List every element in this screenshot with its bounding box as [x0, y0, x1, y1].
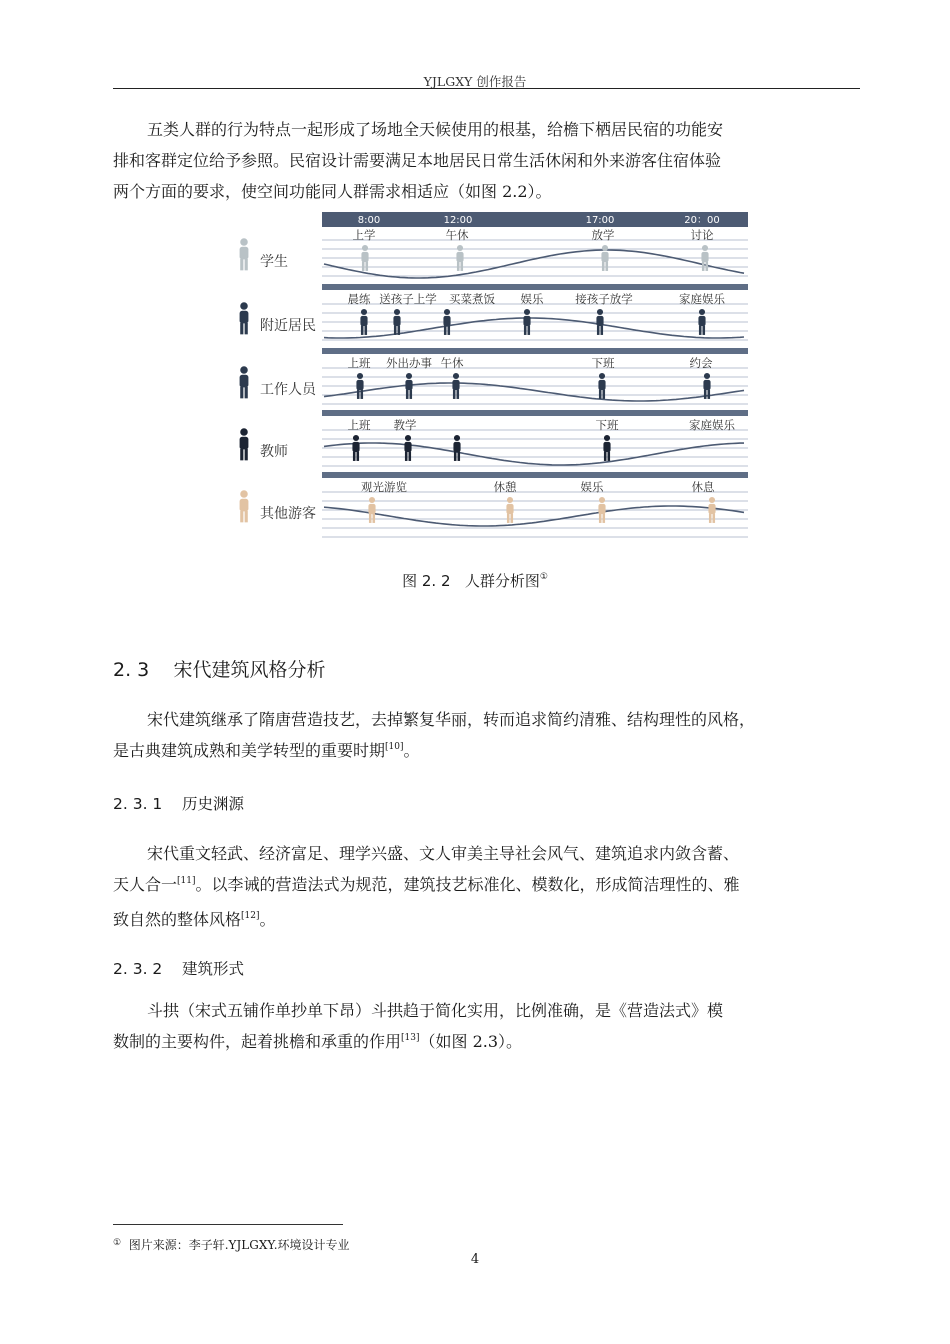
activity-label: 晨练: [347, 292, 371, 306]
row-divider-bar: [322, 410, 748, 416]
page-number: 4: [470, 1252, 480, 1267]
section-2-3-2-line: 斗拱（宋式五铺作单抄单下昂）斗拱趋于简化实用，比例准确，是《营造法式》模: [147, 1001, 724, 1020]
activity-label: 讨论: [690, 228, 714, 242]
activity-label: 娱乐: [580, 480, 604, 494]
activity-label: 娱乐: [520, 292, 544, 306]
crowd-label: 附近居民: [260, 318, 316, 334]
activity-wave: [324, 318, 744, 338]
section-2-3-2-line: 数制的主要构件，起着挑檐和承重的作用: [113, 1032, 402, 1051]
person-silhouette: [240, 428, 249, 460]
section-title: 历史渊源: [182, 795, 245, 813]
row-divider-bar: [322, 348, 748, 354]
crowd-analysis-figure: [232, 210, 752, 550]
activity-label: 放学: [591, 228, 615, 242]
section-2-3-1-paragraph: [113, 838, 860, 939]
section-2-3-1-line: 。: [259, 910, 276, 929]
intro-line: 两个方面的要求，使空间功能同人群需求相适应（如图 2.2）。: [113, 182, 552, 201]
time-label: 17:00: [585, 215, 615, 226]
activity-label: 接孩子放学: [575, 292, 633, 306]
time-label: 20：00: [684, 215, 720, 226]
crowd-label: 工作人员: [260, 382, 316, 398]
time-label: 8:00: [357, 215, 381, 226]
crowd-label: 教师: [260, 444, 288, 460]
section-number: 2. 3. 2: [113, 960, 163, 978]
section-2-3-line: 宋代建筑继承了隋唐营造技艺，去掉繁复华丽，转而追求简约清雅、结构理性的风格，: [147, 710, 756, 729]
section-2-3-2-line: （如图 2.3）。: [419, 1032, 523, 1051]
person-silhouette: [240, 238, 249, 270]
intro-paragraph: [113, 114, 860, 207]
section-2-3-1-line: 致自然的整体风格: [113, 910, 242, 929]
citation-ref: [10]: [385, 742, 404, 752]
section-2-3-paragraph: [113, 704, 860, 770]
caption-footnote-mark: ①: [539, 572, 548, 582]
section-2-3-1-line: 宋代重文轻武、经济富足、理学兴盛、文人审美主导社会风气、建筑追求内敛含蓄、: [147, 844, 740, 863]
section-2-3-2-heading: [113, 957, 244, 979]
crowd-rows: [240, 228, 748, 537]
section-2-3-1-heading: [113, 792, 244, 814]
crowd-label: 学生: [260, 254, 288, 270]
section-number: 2. 3: [113, 659, 150, 681]
activity-wave: [324, 506, 744, 526]
person-silhouette: [240, 366, 249, 398]
activity-label: 教学: [393, 418, 417, 432]
activity-label: 上班: [347, 418, 371, 432]
activity-label: 家庭娱乐: [689, 418, 735, 432]
row-divider-bar: [322, 472, 748, 478]
citation-ref: [13]: [401, 1033, 420, 1043]
section-2-3-1-line: 。以李诫的营造法式为规范，建筑技艺标准化、模数化，形成简洁理性的、雅: [195, 875, 740, 894]
activity-label: 下班: [591, 356, 615, 370]
intro-line: 五类人群的行为特点一起形成了场地全天候使用的根基，给檐下栖居民宿的功能安: [147, 120, 724, 139]
section-2-3-2-paragraph: [113, 995, 860, 1061]
header-rule: [113, 88, 860, 89]
activity-label: 家庭娱乐: [679, 292, 725, 306]
activity-label: 约会: [689, 356, 713, 370]
activity-label: 休憩: [493, 480, 517, 494]
activity-label: 送孩子上学: [379, 292, 437, 306]
caption-number: 图 2. 2: [402, 572, 451, 590]
footnote: [113, 1236, 350, 1253]
activity-wave: [324, 443, 744, 465]
intro-line: 排和客群定位给予参照。民宿设计需要满足本地居民日常生活休闲和外来游客住宿体验: [113, 151, 722, 170]
sentence-end: 。: [403, 741, 420, 760]
activity-label: 上班: [347, 356, 371, 370]
activity-label: 观光游览: [361, 480, 407, 494]
activity-label: 下班: [595, 418, 619, 432]
section-title: 宋代建筑风格分析: [173, 659, 326, 681]
row-divider-bar: [322, 284, 748, 290]
footnote-rule: [113, 1224, 343, 1225]
section-2-3-1-line: 天人合一: [113, 875, 178, 894]
section-title: 建筑形式: [182, 960, 245, 978]
footnote-text: 图片来源：李子轩.YJLGXY.环境设计专业: [128, 1238, 350, 1252]
activity-label: 上学: [352, 228, 376, 242]
figure-caption: [0, 570, 950, 591]
person-silhouette: [240, 490, 249, 522]
time-label: 12:00: [443, 215, 473, 226]
citation-ref: [11]: [177, 876, 196, 886]
activity-label: 休息: [691, 480, 715, 494]
footnote-mark: ①: [113, 1238, 122, 1248]
activity-label: 午休: [445, 228, 469, 242]
activity-label: 买菜煮饭: [449, 292, 495, 306]
activity-label: 午休: [440, 356, 464, 370]
page-header: YJLGXY 创作报告: [423, 74, 527, 89]
crowd-label: 其他游客: [260, 506, 316, 522]
activity-wave: [324, 250, 744, 278]
person-silhouette: [240, 302, 249, 334]
section-2-3-line: 是古典建筑成熟和美学转型的重要时期: [113, 741, 386, 760]
section-2-3-heading: [113, 655, 325, 682]
activity-label: 外出办事: [386, 356, 432, 370]
caption-text: 人群分析图: [464, 572, 540, 590]
citation-ref: [12]: [241, 911, 260, 921]
section-number: 2. 3. 1: [113, 795, 163, 813]
